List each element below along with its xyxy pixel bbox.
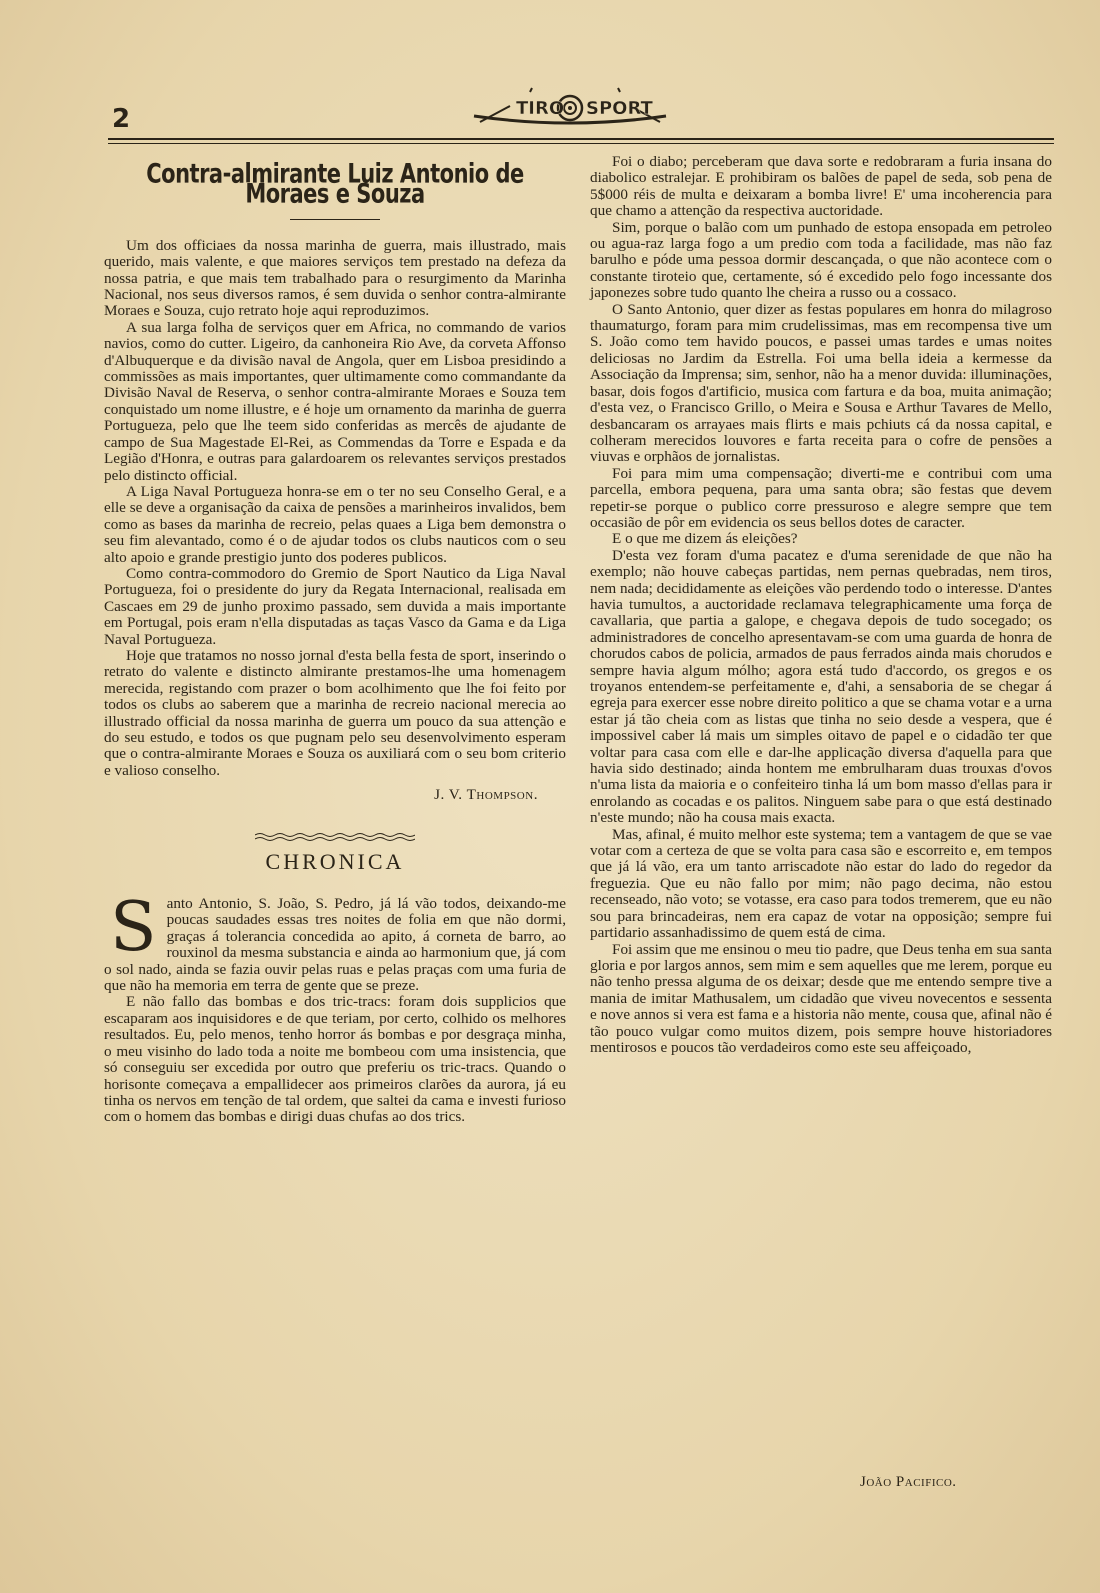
masthead-logo [470,86,670,132]
chronica-paragraph: Mas, afinal, é muito melhor este systema; tem a vantagem de que se vae votar com a certeza de que se volta para casa são e escorreito e, em tempos que já lá vão, era um tanto arriscadote não estar do lado do regedor da freguezia. Que eu não fallo por mim; não pago decima, não estou recenseado, não voto; se votasse, era caso para todos tremerem, que eu não sou para brincadeiras, nem era capaz de votar na opposição; sempre fui partidario assanhadissimo de quem está de cima. [590,825,1052,942]
chronica-paragraph: O Santo Antonio, quer dizer as festas populares em honra do milagroso thaumaturgo, foram para mim crudelissimas, mas em recompensa tive um S. João como tem havido poucos, e passei umas tardes e umas noites deliciosas no Jardim da Estrella. Foi uma bella ideia a kermesse da Associação da Imprensa; sim, senhor, não ha a menor duvida: illuminações, basar, dois fogos d'artificio, musica com fartura e da boa, muita animação; d'esta vez, o Francisco Grillo, o Meira e Sousa e Arthur Tavares de Mello, desbancaram os arrayaes mais flirts e mais pchiuts cá da nossa capital, e colheram merecidos louvores e farta receita para o cofre de pensões a viuvas e orphãos de jornalistas. [590,300,1052,466]
article-signature: J. V. Thompson. [434,786,538,804]
chronica-paragraph: Foi assim que me ensinou o meu tio padre, que Deus tenha em sua santa gloria e por largos annos, sem mim e sem aquelles que me lerem, porque eu não tenho pressa alguma de os deixar; desde que me entendo sempre tive a mania de imitar Mathusalem, um cidadão que viveu novecentos e sessenta e nove annos si vera est fama e a historia não mente, cousa que, afinal não é tão pouco vulgar como muitos dizem, pois sempre houve historiadores mentirosos e poucos tão verdadeiros como este seu affeiçoado, [590,940,1052,1056]
chronica-first-paragraph [104,888,566,995]
right-column [590,154,1052,1056]
article-paragraph: Um dos officiaes da nossa marinha de guerra, mais illustrado, mais querido, mais valente, e que maiores serviços tem prestado na defeza da nossa patria, e que mais tem trabalhado para o resurgimento da Marinha Nacional, nos seus diversos ramos, é sem duvida o senhor contra-almirante Moraes e Souza, cujo retrato hoje aqui reproduzimos. [104,236,566,320]
left-column [104,154,566,1126]
article-paragraph: Hoje que tratamos no nosso jornal d'esta bella festa de sport, inserindo o retrato do valente e distincto almirante prestamos-lhe uma homenagem merecida, registando com prazer o bom acolhimento que lhe foi feito por todos os clubs ao saberem que a marinha de recreio nacional merecia ao illustrado official da nossa marinha de guerra um pouco da sua attenção e do seu estudo, e todos os que pugnam pelo seu desenvolvimento esperam que o contra-almirante Moraes e Souza os auxiliará com o seu bom criterio e valioso conselho. [104,646,566,779]
chronica-paragraph: D'esta vez foram d'uma pacatez e d'uma serenidade de que não ha exemplo; não houve cabeças partidas, nem pernas quebradas, nem tiros, nem nada; decididamente as eleições vão perdendo todo o interesse. D'antes havia tumultos, a auctoridade reclamava telegraphicamente uma força de cavallaria, que partia a galope, e chegava depois de tudo socegado; os administradores de concelho apresentavam-se com uma guarda de honra de chorudos cabos de policia, armados de paus ferrados ainda mais chorudos e sempre havia algum mólho; agora está tudo d'accordo, os gregos e os troyanos entendem-se perfeitamente e, d'ahi, a sensaboria de se chegar á egreja para exercer esse nobre direito politico a que se chama votar e a urna estar já tão cheia com as listas que tinha no seio desde a vespera, que é impossivel caber lá mais um simples oitavo de papel e o cidadão ter que voltar para casa com elle e dar-lhe applicação diversa d'aquella para que havia sido destinado; ainda hontem me embrulharam duas trouxas d'ovos n'uma lista da maioria e o confeiteiro tinha lá um bom masso d'ellas para ir enrolando as cocadas e os palitos. Ninguem sabe para o que está destinado n'este mundo; não ha cousa mais exacta. [590,546,1052,827]
chronica-paragraph: Foi para mim uma compensação; diverti-me e contribui com uma parcella, embora pequena, para uma santa obra; são festas que devem repetir-se porque o publico corre pressuroso e alegre sempre que tem occasião de pôr em evidencia os seus bellos dotes de caracter. [590,464,1052,531]
drop-cap: S [110,888,157,968]
article-paragraph: Como contra-commodoro do Gremio de Sport Nautico da Liga Naval Portugueza, foi o presidente do jury da Regata Internacional, realisada em Cascaes em 29 de junho proximo passado, sem duvida a mais importante em Portugal, pois eram n'ella disputadas as taças Vasco da Gama e da Liga Naval Portugueza. [104,564,566,648]
section-title: CHRONICA [265,848,405,874]
title-divider [290,219,380,220]
article-paragraph: A Liga Naval Portugueza honra-se em o ter no seu Conselho Geral, e a elle se deve a organisação da caixa de pensões a marinheiros invalidos, bem como as bases da marinha de recreio, pelas quaes a Liga bem demonstra o seu fim alevantado, como é o de ajudar todos os clubs nauticos com o seu alto apoio e grande prestigio junto dos poderes publicos. [104,482,566,566]
svg-text:SPORT: SPORT [586,98,653,119]
page-number: 2 [112,104,131,134]
header-rule-thin [108,143,1054,144]
wavy-divider [255,832,415,842]
chronica-paragraph: E o que me dizem ás eleições? [612,530,798,548]
header-rule [108,138,1054,140]
article-title: Contra-almirante Luiz Antonio de Moraes e Souza [146,158,524,210]
chronica-paragraph: E não fallo das bombas e dos tric-tracs: foram dois supplicios que escaparam aos inquisidores e de que teriam, por certo, colhido os melhores resultados. Eu, pelo menos, tenho horror ás bombas e por desgraça minha, o meu visinho do lado toda a noite me bombeou com uma insistencia, que só conseguiu ser excedida por outro que preferiu os tric-tracs. Quando o horisonte começava a empallidecer aos primeiros clarões da aurora, já eu tinha os nervos em tenção de tal ordem, que saltei da cama e investi furioso com o homem das bombas e dirigi duas chufas ao dos trics. [104,993,566,1126]
article-paragraph: A sua larga folha de serviços quer em Africa, no commando de varios navios, como do cutter. Ligeiro, da canhoneira Rio Ave, da corveta Affonso d'Albuquerque e da divisão naval de Angola, quer em Lisboa presidindo a commissões as mais importantes, quer ultimamente como commandante da Divisão Naval de Reserva, o senhor contra-almirante Moraes e Souza tem conquistado um nome illustre, e é hoje um ornamento da marinha de guerra Portugueza, pelo que lhe teem sido conferidas as mercês de ajudante de campo de Sua Magestade El-Rei, as Commendas da Torre e Espada e da Legião d'Honra, e outras para galardoarem os relevantes serviços prestados pelo distincto official. [104,318,566,484]
chronica-signature: João Pacifico. [860,1474,957,1490]
chronica-paragraph: Sim, porque o balão com um punhado de estopa ensopada em petroleo ou agua-raz larga fogo a um predio com toda a facilidade, mas não faz barulho e póde uma pessoa dormir descançada, o que não acontece com o constante tiroteio que, certamente, só é excedido pelo fogo incessante dos japonezes sobre tudo quanto lhe cheira a russo ou a cossaco. [590,218,1052,302]
chronica-first-text: anto Antonio, S. João, S. Pedro, já lá vão todos, deixando-me poucas saudades essas tres noites de folia em que não dormi, graças á tolerancia concedida ao apito, á corneta de barro, ao rouxinol da mesma substancia e ainda ao harmonium que, já com o sol nado, ainda se fazia ouvir pelas ruas e pelas praças com uma furia de que não ha memoria em terra de gente que se preze. [104,895,566,995]
svg-text:TIRO: TIRO [516,98,565,119]
chronica-paragraph: Foi o diabo; perceberam que dava sorte e redobraram a furia insana do diabolico estralejar. E prohibiram os balões de papel de seda, sob pena de 5$000 réis de multa e deixaram a bomba livre! E' uma incoherencia para que chamo a attenção da respectiva auctoridade. [590,153,1052,220]
